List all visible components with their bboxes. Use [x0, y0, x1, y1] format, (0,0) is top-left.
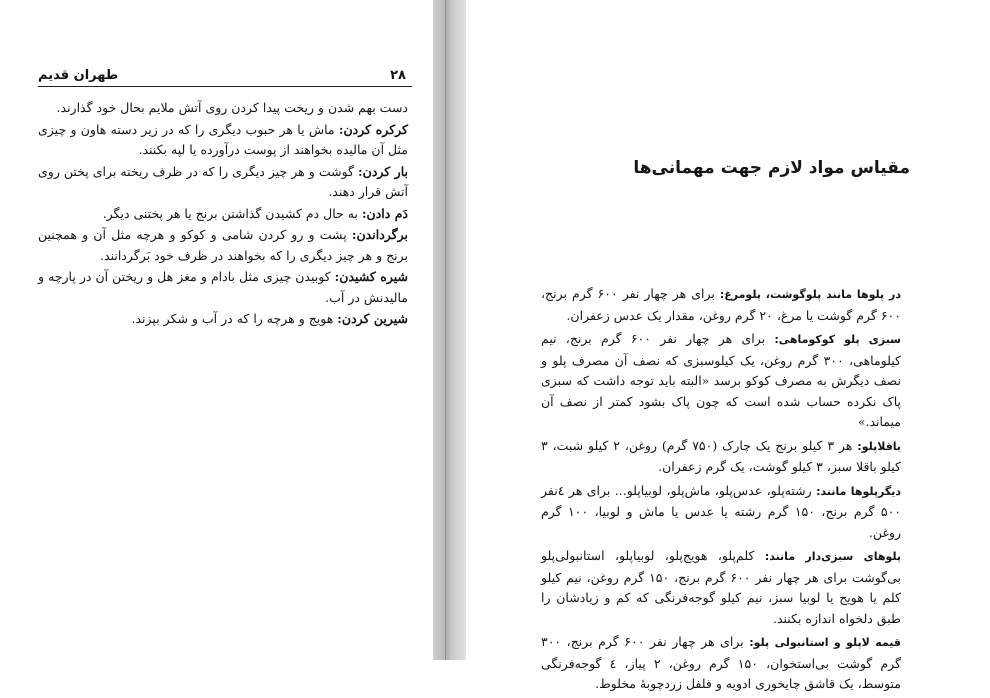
entry-term: شیرین کردن:	[337, 311, 408, 326]
recipe-text: هر ۳ کیلو برنج یک چارک (۷۵۰ گرم) روغن، ۲ کیلو شبت، ۳ کیلو باقلا سبز، ۳ کیلو گوشت، یک گرم زعفران.	[541, 437, 901, 474]
entry-term: شیره کشیدن:	[334, 269, 408, 284]
entry-text: هویج و هرچه را که در آب و شکر بپزند.	[131, 311, 334, 326]
recipe-text: برای هر چهار نفر ۶۰۰ گرم برنج، نیم کیلوماهی، ۳۰۰ گرم روغن، یک کیلوسبزی که نصف آن مصرف پلو و نصف دیگرش به مصرف کوکو برسد «البته باید توجه داشت که سبزی پاک نکرده حساب شده است که چون پاک بشود کمتر از نصف آن میماند.»	[541, 331, 901, 429]
recipe-paragraph	[541, 436, 901, 478]
recipe-text: برای هر چهار نفر ۶۰۰ گرم برنج، ۶۰۰ گرم گوشت یا مرغ، ۲۰ گرم روغن، مقدار یک عدس زعفران.	[541, 286, 901, 323]
recipe-text: کلم‌پلو، هویج‌پلو، لوبیاپلو، استانبولی‌پلو بی‌گوشت برای هر چهار نفر ۶۰۰ گرم برنج، ۱۵۰ گرم روغن، نیم کیلو کلم یا هویج یا لوبیا سبز، نیم کیلو گوجه‌فرنگی که کم و زیادشان را طبق دلخواه اندازه بکنند.	[541, 548, 902, 626]
recipe-label: پلوهای سبزی‌دار مانند:	[764, 550, 901, 563]
recipe-text: برای هر چهار نفر ۶۰۰ گرم برنج، ۳۰۰ گرم گوشت بی‌استخوان، ۱۵۰ گرم روغن، ۲ پیاز، ٤ گوجه‌فرنگی متوسط، یک قاشق چایخوری ادویه و فلفل زردچوبهٔ مخلوط.	[541, 634, 902, 691]
entry-paragraph	[38, 309, 408, 330]
entry-text: دست بهم شدن و ریخت پیدا کردن روی آتش ملایم بحال خود گذارند.	[56, 100, 408, 115]
recipe-label: سبزی پلو کوکوماهی:	[774, 333, 901, 346]
entry-text: گوشت و هر چیز دیگری را که در ظرف ریخته برای پختن روی آتش قرار دهند.	[38, 163, 408, 199]
recipe-label: در پلوها مانند پلوگوشت، پلومرغ:	[719, 288, 901, 301]
entry-term: دَم دادن:	[361, 205, 408, 221]
recipe-label: باقلاپلو:	[857, 439, 902, 453]
entry-paragraph	[38, 120, 408, 161]
entry-text: به حال دم کشیدن گذاشتن برنج یا هر پختنی دیگر.	[102, 205, 358, 221]
entry-paragraph	[38, 204, 408, 225]
entry-text: کوبیدن چیزی مثل بادام و مغز هل و ریختن آن در پارچه و مالیدنش در آب.	[38, 269, 408, 305]
recipe-paragraph	[541, 284, 901, 326]
chapter-title: مقیاس مواد لازم جهت مهمانی‌ها	[633, 158, 910, 178]
right-page-body	[541, 284, 901, 698]
recipe-paragraph	[541, 546, 901, 629]
entry-paragraph	[38, 225, 408, 266]
book-gutter	[433, 0, 466, 660]
left-page-body	[38, 98, 408, 331]
entry-text: ماش یا هر حبوب دیگری را که در زیر دسته هاون و چیزی مثل آن مالیده بخواهند از پوست درآورده یا لپه بکنند.	[38, 121, 408, 157]
entry-term: بار کردن:	[358, 163, 408, 179]
entry-paragraph	[38, 162, 408, 203]
entry-term: کرکره کردن:	[338, 121, 408, 137]
entry-paragraph	[38, 98, 408, 119]
recipe-paragraph	[541, 481, 901, 544]
gutter-divider	[445, 0, 446, 660]
recipe-paragraph	[541, 632, 901, 695]
entry-term: برگرداندن:	[351, 227, 408, 242]
entry-text: پشت و رو کردن شامی و کوکو و هرچه مثل آن و همچنین برنج و هر چیز دیگری را که بخواهند در ظرف خود بَرگردانند.	[38, 227, 408, 263]
recipe-label: دیگرپلوها مانند:	[816, 484, 901, 498]
running-title: طهران قدیم	[38, 68, 119, 83]
recipe-paragraph	[541, 329, 901, 433]
page-number: ۲۸	[390, 68, 406, 83]
recipe-text: رشته‌پلو، عدس‌پلو، ماش‌پلو، لوبیاپلو... برای هر ٤نفر ۵۰۰ گرم برنج، ۱۵۰ گرم رشته یا عدس یا ماش و لوبیا، ۱۰۰ گرم روغن.	[541, 482, 902, 540]
entry-paragraph	[38, 267, 408, 308]
recipe-label: قیمه لاپلو و استانبولی پلو:	[749, 636, 901, 649]
running-header	[38, 68, 412, 87]
